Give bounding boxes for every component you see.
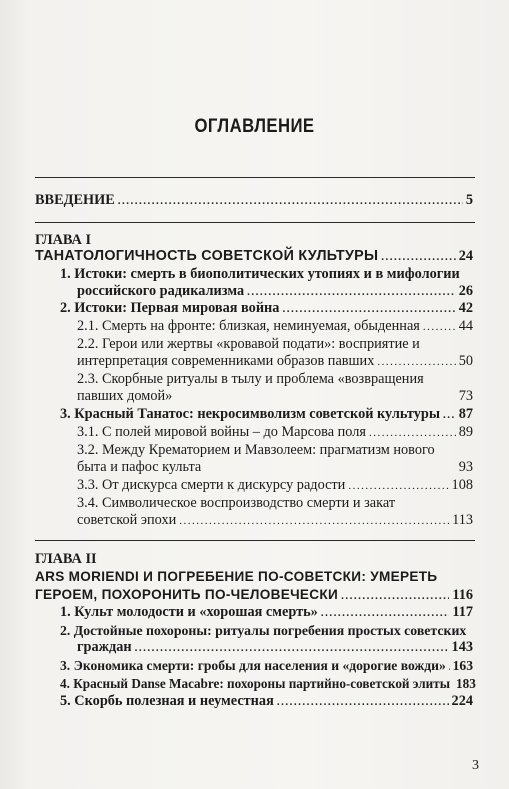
toc-leader-dots [377, 354, 455, 371]
toc-entry-intro [35, 192, 473, 210]
toc-subsection-label: 2.3. Скорбные ритуалы в тылу и проблема «возвращения [77, 371, 424, 387]
page-number: 3 [472, 758, 479, 773]
divider-ch2 [35, 540, 475, 541]
toc-subsection: 3.1. С полей мировой войны – до Марсова поля ..... 89 [77, 424, 473, 442]
toc-leader-dots [321, 605, 450, 622]
chapter-title: ТАНАТОЛОГИЧНОСТЬ СОВЕТСКОЙ КУЛЬТУРЫ ..... 24 [35, 248, 473, 266]
toc-section: российского радикализма ..... 26 [77, 283, 473, 301]
toc-leader-dots [381, 249, 455, 266]
toc-entry-page: 5 [465, 192, 473, 208]
toc-leader-dots [277, 694, 449, 711]
toc-leader-dots [449, 659, 450, 676]
toc-subsection: 3.3. От дискурса смерти к дискурсу радости ..... 108 [77, 477, 473, 495]
toc-leader-dots [282, 301, 455, 318]
toc-section: 3. Красный Танатос: некросимволизм советской культуры ..... 87 [60, 406, 473, 424]
toc-section: 1. Культ молодости и «хорошая смерть» ..... 117 [60, 604, 473, 622]
chapter-title: ГЕРОЕМ, ПОХОРОНИТЬ ПО-ЧЕЛОВЕЧЕСКИ ..... 116 [35, 586, 473, 605]
toc-section: 3. Экономика смерти: гробы для населения и «дорогие вожди» ..... 163 [60, 657, 473, 676]
toc-subsection-label: 3.2. Между Крематорием и Мавзолеем: прагматизм нового [77, 442, 435, 458]
toc-leader-dots [369, 425, 456, 442]
toc-leader-dots [341, 588, 449, 605]
toc-subsection: интерпретация современниками образов павших ..... 50 [77, 353, 473, 371]
divider-ch1 [35, 222, 475, 223]
chapter-heading: ГЛАВА II [35, 551, 97, 567]
toc-entry-label: ВВЕДЕНИЕ [35, 192, 115, 208]
toc-leader-dots [247, 284, 456, 301]
toc-section-label: 2. Достойные похороны: ритуалы погребения простых советских [60, 623, 467, 638]
page-title: ОГЛАВЛЕНИЕ [194, 116, 315, 137]
toc-section: 4. Красный Danse Macabre: похороны партийно-советской элиты 183 [60, 676, 476, 691]
toc-section: 5. Скорбь полезная и неуместная ..... 224 [60, 693, 473, 711]
toc-leader-dots [348, 478, 448, 495]
toc-subsection: павших домой» 73 [77, 388, 473, 404]
toc-subsection-label: 3.4. Символическое воспроизводство смерти и закат [77, 495, 396, 511]
toc-subsection: 2.1. Смерть на фронте: близкая, неминуемая, обыденная ..... 44 [77, 318, 473, 336]
chapter-title-line: ARS MORIENDI И ПОГРЕБЕНИЕ ПО-СОВЕТСКИ: УМЕРЕТЬ [35, 569, 438, 584]
toc-subsection: быта и пафос культа 93 [77, 459, 473, 475]
toc-subsection-label: 2.2. Герои или жертвы «кровавой подати»: восприятие и [77, 336, 420, 352]
toc-subsection: советской эпохи ..... 113 [77, 512, 473, 530]
toc-section: 2. Истоки: Первая мировая война ..... 42 [60, 300, 473, 318]
chapter-heading: ГЛАВА I [35, 232, 92, 248]
toc-leader-dots [179, 513, 449, 530]
divider-top [35, 177, 475, 178]
toc-leader-dots [443, 407, 456, 424]
toc-section: граждан ..... 143 [77, 639, 473, 657]
toc-leader-dots [423, 319, 456, 336]
toc-section-label: 1. Истоки: смерть в биополитических утопиях и в мифологии [60, 266, 460, 282]
toc-leader-dots [118, 193, 463, 210]
toc-leader-dots [135, 640, 449, 657]
